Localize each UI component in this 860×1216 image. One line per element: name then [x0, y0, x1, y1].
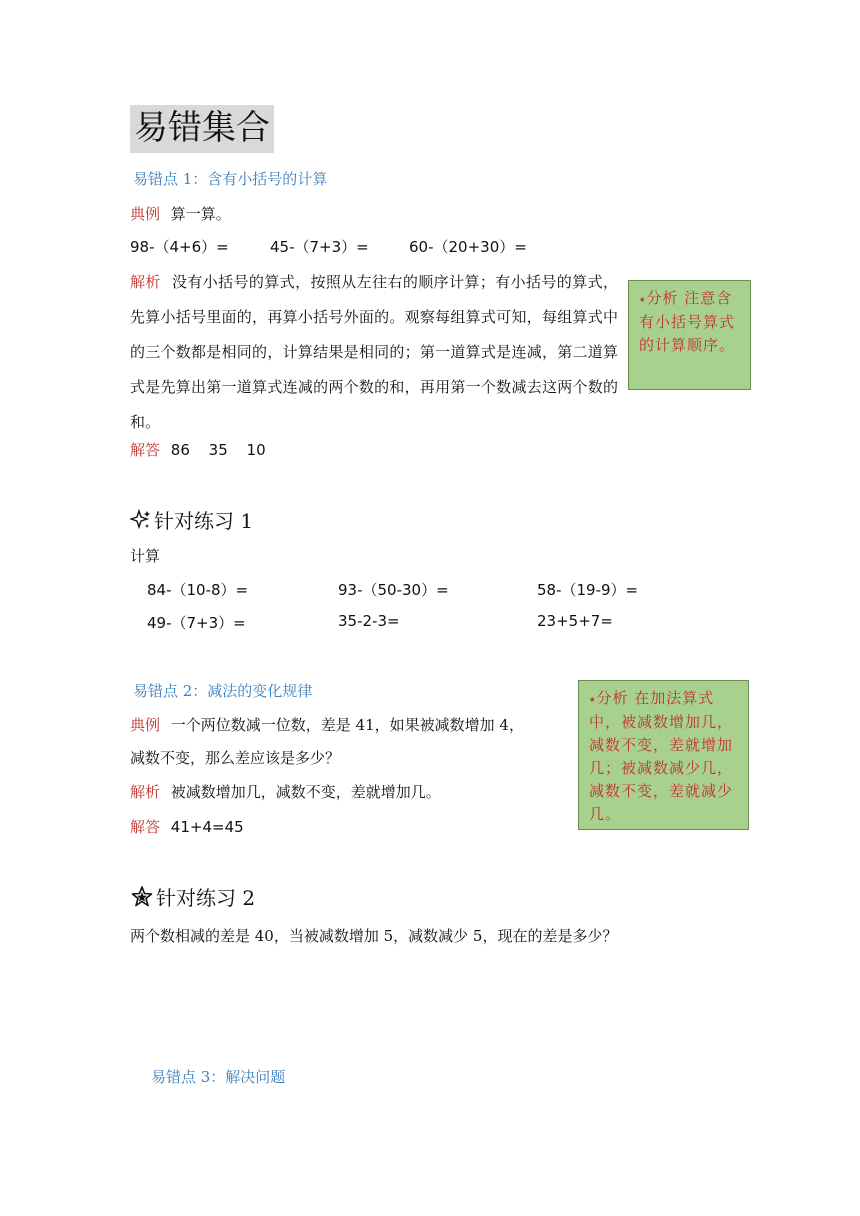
example-tag: 典例 — [130, 716, 161, 734]
section1-example — [130, 203, 231, 224]
practice1-title: 针对练习 1 — [154, 509, 254, 533]
answer-value: 35 — [208, 441, 228, 459]
example-tag: 典例 — [130, 205, 161, 223]
answer-value: 10 — [246, 441, 266, 459]
note-text: 分析 在加法算式中，被减数增加几，减数不变，差就增加几；被减数减少几，减数不变，差就减少几。 — [589, 689, 734, 823]
practice1-expr: 58-（19-9）= — [537, 581, 639, 599]
practice2-title: 针对练习 2 — [156, 886, 256, 910]
example-text: 算一算。 — [170, 205, 231, 223]
star-icon: ⭑ — [639, 292, 647, 306]
analysis-note-2 — [578, 680, 749, 830]
section3-heading: 易错点 3：解决问题 — [151, 1068, 286, 1086]
practice1-expr: 49-（7+3）= — [147, 614, 246, 632]
answer-value: 86 — [170, 441, 190, 459]
practice1-expr: 35-2-3= — [338, 612, 400, 630]
expr-3: 60-（20+30）= — [409, 238, 527, 256]
section2-example-line2: 减数不变，那么差应该是多少？ — [130, 749, 341, 767]
practice1-prompt: 计算 — [130, 547, 161, 565]
answer-value: 41+4=45 — [170, 818, 244, 836]
practice1-expr: 93-（50-30）= — [338, 581, 449, 599]
analysis-text: 没有小括号的算式，按照从左往右的顺序计算；有小括号的算式，先算小括号里面的，再算小括号外面的。观察每组算式可知，每组算式中的三个数都是相同的，计算结果是相同的；第一道算式是连减，第二道算式是先算出第一道算式连减的两个数的和，再用第一个数减去这两个数的和。 — [130, 273, 618, 431]
example-text: 一个两位数减一位数，差是 41，如果被减数增加 4， — [170, 716, 524, 734]
section2-analysis — [130, 781, 441, 802]
analysis-tag: 解析 — [130, 783, 161, 801]
star-icon: ⭑ — [589, 692, 597, 706]
puzzle-star-icon — [130, 885, 154, 909]
analysis-note-1 — [628, 280, 751, 390]
section2-answer — [130, 816, 244, 837]
practice2-title-row — [130, 882, 255, 911]
page-title: 易错集合 — [130, 105, 274, 153]
practice1-expr: 84-（10-8）= — [147, 581, 249, 599]
section1-answer — [130, 439, 266, 460]
practice1-expr: 23+5+7= — [537, 612, 613, 630]
note-text: 分析 注意含有小括号算式的计算顺序。 — [639, 289, 736, 354]
section2-example-line1 — [130, 714, 524, 735]
section2-heading: 易错点 2：减法的变化规律 — [133, 682, 313, 700]
practice2-question: 两个数相减的差是 40，当被减数增加 5，减数减少 5，现在的差是多少？ — [130, 927, 618, 945]
expr-2: 45-（7+3）= — [270, 238, 369, 256]
section1-heading: 易错点 1：含有小括号的计算 — [133, 170, 328, 188]
section1-analysis — [130, 265, 618, 440]
sparkle-icon — [130, 509, 152, 531]
answer-tag: 解答 — [130, 441, 161, 459]
answer-tag: 解答 — [130, 818, 161, 836]
analysis-text: 被减数增加几，减数不变，差就增加几。 — [170, 783, 441, 801]
analysis-tag: 解析 — [130, 273, 161, 291]
expr-1: 98-（4+6）= — [130, 238, 229, 256]
practice1-title-row — [130, 505, 253, 534]
